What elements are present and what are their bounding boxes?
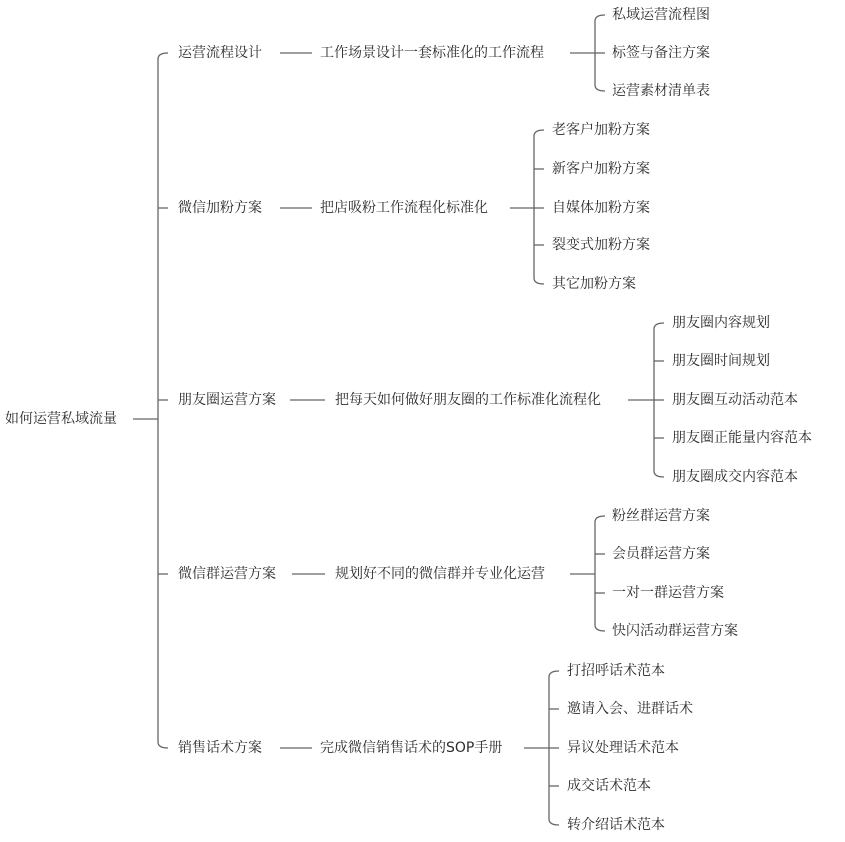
leaf-1-1[interactable]: 新客户加粉方案 xyxy=(552,161,650,177)
leaf-0-1[interactable]: 标签与备注方案 xyxy=(612,45,710,61)
root-node[interactable]: 如何运营私域流量 xyxy=(5,411,117,427)
leaf-2-0[interactable]: 朋友圈内容规划 xyxy=(672,315,770,331)
branch-desc-1[interactable]: 把店吸粉工作流程化标准化 xyxy=(320,200,488,216)
branch-node-0[interactable]: 运营流程设计 xyxy=(178,45,262,61)
leaf-2-4[interactable]: 朋友圈成交内容范本 xyxy=(672,469,798,485)
leaves-3-bracket xyxy=(595,516,605,631)
leaf-1-4[interactable]: 其它加粉方案 xyxy=(552,276,636,292)
leaf-1-0[interactable]: 老客户加粉方案 xyxy=(552,122,650,138)
leaf-0-0[interactable]: 私域运营流程图 xyxy=(612,7,710,23)
leaf-4-3[interactable]: 成交话术范本 xyxy=(567,778,651,794)
leaf-4-2[interactable]: 异议处理话术范本 xyxy=(567,740,679,756)
leaf-3-2[interactable]: 一对一群运营方案 xyxy=(612,585,724,601)
branch-node-2[interactable]: 朋友圈运营方案 xyxy=(178,392,276,408)
leaf-4-4[interactable]: 转介绍话术范本 xyxy=(567,817,665,833)
leaf-3-1[interactable]: 会员群运营方案 xyxy=(612,546,710,562)
leaf-1-2[interactable]: 自媒体加粉方案 xyxy=(552,200,650,216)
branch-desc-3[interactable]: 规划好不同的微信群并专业化运营 xyxy=(335,566,545,582)
leaves-1-bracket xyxy=(534,130,544,284)
leaf-3-3[interactable]: 快闪活动群运营方案 xyxy=(612,623,738,639)
leaf-2-1[interactable]: 朋友圈时间规划 xyxy=(672,353,770,369)
leaf-4-1[interactable]: 邀请入会、进群话术 xyxy=(567,701,693,717)
branch-node-1[interactable]: 微信加粉方案 xyxy=(178,200,262,216)
branch-node-3[interactable]: 微信群运营方案 xyxy=(178,566,276,582)
leaf-2-2[interactable]: 朋友圈互动活动范本 xyxy=(672,392,798,408)
branch-desc-2[interactable]: 把每天如何做好朋友圈的工作标准化流程化 xyxy=(335,392,601,408)
branch-node-4[interactable]: 销售话术方案 xyxy=(178,740,262,756)
leaf-0-2[interactable]: 运营素材清单表 xyxy=(612,83,710,99)
leaf-2-3[interactable]: 朋友圈正能量内容范本 xyxy=(672,430,812,446)
branch-desc-4[interactable]: 完成微信销售话术的SOP手册 xyxy=(320,740,503,756)
leaf-1-3[interactable]: 裂变式加粉方案 xyxy=(552,237,650,253)
leaf-3-0[interactable]: 粉丝群运营方案 xyxy=(612,508,710,524)
branch-desc-0[interactable]: 工作场景设计一套标准化的工作流程 xyxy=(320,45,544,61)
leaf-4-0[interactable]: 打招呼话术范本 xyxy=(567,663,665,679)
